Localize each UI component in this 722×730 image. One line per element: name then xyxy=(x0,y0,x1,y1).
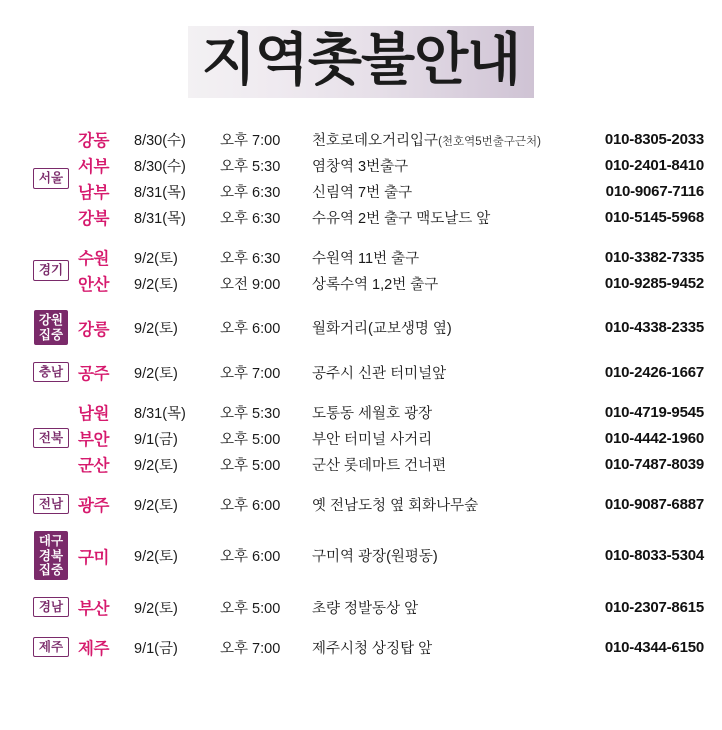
table-row xyxy=(78,594,704,620)
event-date: 9/2(토) xyxy=(134,321,178,338)
city-name: 안산 xyxy=(78,276,109,295)
event-date: 9/2(토) xyxy=(134,250,178,267)
schedule-table xyxy=(0,126,722,660)
event-date: 9/2(토) xyxy=(134,549,178,566)
table-row xyxy=(78,178,704,204)
table-row xyxy=(78,315,704,341)
region-group-inner xyxy=(24,531,704,580)
city-name: 군산 xyxy=(78,457,109,476)
table-row xyxy=(78,451,704,477)
event-time: 오후 7:00 xyxy=(220,132,281,149)
event-time: 오후 5:30 xyxy=(220,158,281,175)
city-name: 강동 xyxy=(78,132,109,151)
contact-phone[interactable]: 010-8305-2033 xyxy=(604,130,704,148)
city-name: 부산 xyxy=(78,600,109,619)
event-place xyxy=(312,454,564,475)
event-time: 오후 5:00 xyxy=(220,600,281,617)
city-name: 구미 xyxy=(78,548,109,567)
event-time: 오후 5:00 xyxy=(220,431,281,448)
event-place-main: 상록수역 1,2번 출구 xyxy=(312,276,439,293)
event-date: 9/2(토) xyxy=(134,276,178,293)
event-date: 8/31(목) xyxy=(134,210,186,227)
event-time: 오후 6:30 xyxy=(220,250,281,267)
table-row xyxy=(78,204,704,230)
event-time: 오후 5:00 xyxy=(220,457,281,474)
event-date: 8/30(수) xyxy=(134,158,186,175)
region-rows xyxy=(78,244,704,296)
event-date: 8/31(목) xyxy=(134,405,186,422)
contact-phone[interactable]: 010-9087-6887 xyxy=(604,495,704,513)
region-group-inner xyxy=(24,310,704,345)
event-place xyxy=(312,155,564,176)
region-tag-cell xyxy=(24,597,78,617)
region-rows xyxy=(78,399,704,477)
region-group xyxy=(24,491,704,517)
table-row xyxy=(78,634,704,660)
event-place xyxy=(312,402,564,423)
event-place xyxy=(312,597,564,618)
event-date: 9/2(토) xyxy=(134,497,178,514)
page-title: 지역촛불안내 xyxy=(188,26,535,98)
event-place xyxy=(312,362,564,383)
event-place-main: 초량 정발동상 앞 xyxy=(312,600,419,617)
city-name: 광주 xyxy=(78,497,109,516)
region-group xyxy=(24,244,704,296)
contact-phone[interactable]: 010-4719-9545 xyxy=(604,403,704,421)
event-time: 오후 6:30 xyxy=(220,184,281,201)
contact-phone[interactable]: 010-4338-2335 xyxy=(604,319,704,337)
region-group-inner xyxy=(24,244,704,296)
city-name: 부안 xyxy=(78,431,109,450)
city-name: 제주 xyxy=(78,640,109,659)
region-group-inner xyxy=(24,634,704,660)
city-name: 수원 xyxy=(78,250,109,269)
region-tag: 경기 xyxy=(33,260,69,280)
region-tag-cell xyxy=(24,362,78,382)
city-name: 공주 xyxy=(78,365,109,384)
contact-phone[interactable]: 010-9285-9452 xyxy=(604,274,704,292)
region-tag: 강원 집중 xyxy=(34,310,68,345)
title-banner xyxy=(0,0,722,98)
event-place xyxy=(312,317,564,338)
region-tag-cell xyxy=(24,310,78,345)
event-place-main: 군산 롯데마트 건너편 xyxy=(312,457,447,474)
city-name: 남부 xyxy=(78,184,109,203)
event-place xyxy=(312,207,564,228)
city-name: 강북 xyxy=(78,210,109,229)
region-tag: 제주 xyxy=(33,637,69,657)
event-time: 오후 6:00 xyxy=(220,321,281,338)
region-tag: 대구 경북 집중 xyxy=(34,531,68,580)
contact-phone[interactable]: 010-5145-5968 xyxy=(604,208,704,226)
event-place xyxy=(312,247,564,268)
event-place-main: 신림역 7번 출구 xyxy=(312,184,413,201)
region-tag: 충남 xyxy=(33,362,69,382)
event-date: 8/31(목) xyxy=(134,184,186,201)
region-tag: 서울 xyxy=(33,168,69,188)
region-group-inner xyxy=(24,399,704,477)
region-group xyxy=(24,310,704,345)
event-place xyxy=(312,494,564,515)
region-group xyxy=(24,399,704,477)
table-row xyxy=(78,543,704,569)
event-place-note: (천호역5번출구근처) xyxy=(438,135,541,148)
event-date: 9/2(토) xyxy=(134,365,178,382)
region-group-inner xyxy=(24,126,704,230)
event-place-main: 천호로데오거리입구 xyxy=(312,132,439,149)
contact-phone[interactable]: 010-9067-7116 xyxy=(605,182,704,200)
region-rows xyxy=(78,126,704,230)
region-rows xyxy=(78,543,704,569)
table-row xyxy=(78,244,704,270)
region-group xyxy=(24,531,704,580)
contact-phone[interactable]: 010-8033-5304 xyxy=(604,547,704,565)
event-place-main: 제주시청 상징탑 앞 xyxy=(312,640,433,657)
region-tag-cell xyxy=(24,428,78,448)
city-name: 서부 xyxy=(78,158,109,177)
contact-phone[interactable]: 010-4442-1960 xyxy=(604,429,704,447)
contact-phone[interactable]: 010-2307-8615 xyxy=(604,598,704,616)
event-time: 오후 7:00 xyxy=(220,365,281,382)
region-tag-cell xyxy=(24,494,78,514)
table-row xyxy=(78,152,704,178)
event-place xyxy=(312,129,564,150)
contact-phone[interactable]: 010-3382-7335 xyxy=(604,248,704,266)
event-time: 오후 5:30 xyxy=(220,405,281,422)
table-row xyxy=(78,425,704,451)
event-place-main: 공주시 신관 터미널앞 xyxy=(312,365,447,382)
event-place xyxy=(312,637,564,658)
event-place xyxy=(312,273,564,294)
region-rows xyxy=(78,634,704,660)
event-place-main: 옛 전남도청 옆 회화나무숲 xyxy=(312,497,479,514)
event-time: 오전 9:00 xyxy=(220,276,281,293)
contact-phone[interactable]: 010-2401-8410 xyxy=(604,156,704,174)
region-rows xyxy=(78,359,704,385)
contact-phone[interactable]: 010-4344-6150 xyxy=(604,638,704,656)
contact-phone[interactable]: 010-2426-1667 xyxy=(604,363,704,381)
event-date: 8/30(수) xyxy=(134,132,186,149)
event-time: 오후 6:00 xyxy=(220,549,281,566)
event-time: 오후 7:00 xyxy=(220,640,281,657)
event-date: 9/1(금) xyxy=(134,640,178,657)
region-rows xyxy=(78,315,704,341)
event-time: 오후 6:00 xyxy=(220,497,281,514)
event-place xyxy=(312,181,564,202)
table-row xyxy=(78,270,704,296)
event-place-main: 수원역 11번 출구 xyxy=(312,250,420,267)
region-rows xyxy=(78,594,704,620)
table-row xyxy=(78,359,704,385)
region-group-inner xyxy=(24,359,704,385)
table-row xyxy=(78,126,704,152)
event-date: 9/2(토) xyxy=(134,600,178,617)
event-place-main: 염창역 3번출구 xyxy=(312,158,409,175)
region-tag: 전북 xyxy=(33,428,69,448)
table-row xyxy=(78,491,704,517)
event-place-main: 월화거리(교보생명 옆) xyxy=(312,321,452,338)
event-time: 오후 6:30 xyxy=(220,210,281,227)
region-rows xyxy=(78,491,704,517)
event-place-main: 도통동 세월호 광장 xyxy=(312,405,433,422)
region-tag-cell xyxy=(24,168,78,188)
event-place xyxy=(312,545,564,566)
region-tag: 경남 xyxy=(33,597,69,617)
event-place-main: 구미역 광장(원평동) xyxy=(312,549,438,566)
region-tag-cell xyxy=(24,260,78,280)
table-row xyxy=(78,399,704,425)
contact-phone[interactable]: 010-7487-8039 xyxy=(604,455,704,473)
region-tag-cell xyxy=(24,637,78,657)
region-group xyxy=(24,594,704,620)
region-group xyxy=(24,359,704,385)
city-name: 남원 xyxy=(78,405,109,424)
region-group-inner xyxy=(24,491,704,517)
region-group xyxy=(24,126,704,230)
event-place xyxy=(312,428,564,449)
region-tag: 전남 xyxy=(33,494,69,514)
event-place-main: 부안 터미널 사거리 xyxy=(312,431,433,448)
region-group xyxy=(24,634,704,660)
event-place-main: 수유역 2번 출구 맥도날드 앞 xyxy=(312,210,491,227)
event-date: 9/2(토) xyxy=(134,457,178,474)
city-name: 강릉 xyxy=(78,320,109,339)
region-tag-cell xyxy=(24,531,78,580)
region-group-inner xyxy=(24,594,704,620)
event-date: 9/1(금) xyxy=(134,431,178,448)
